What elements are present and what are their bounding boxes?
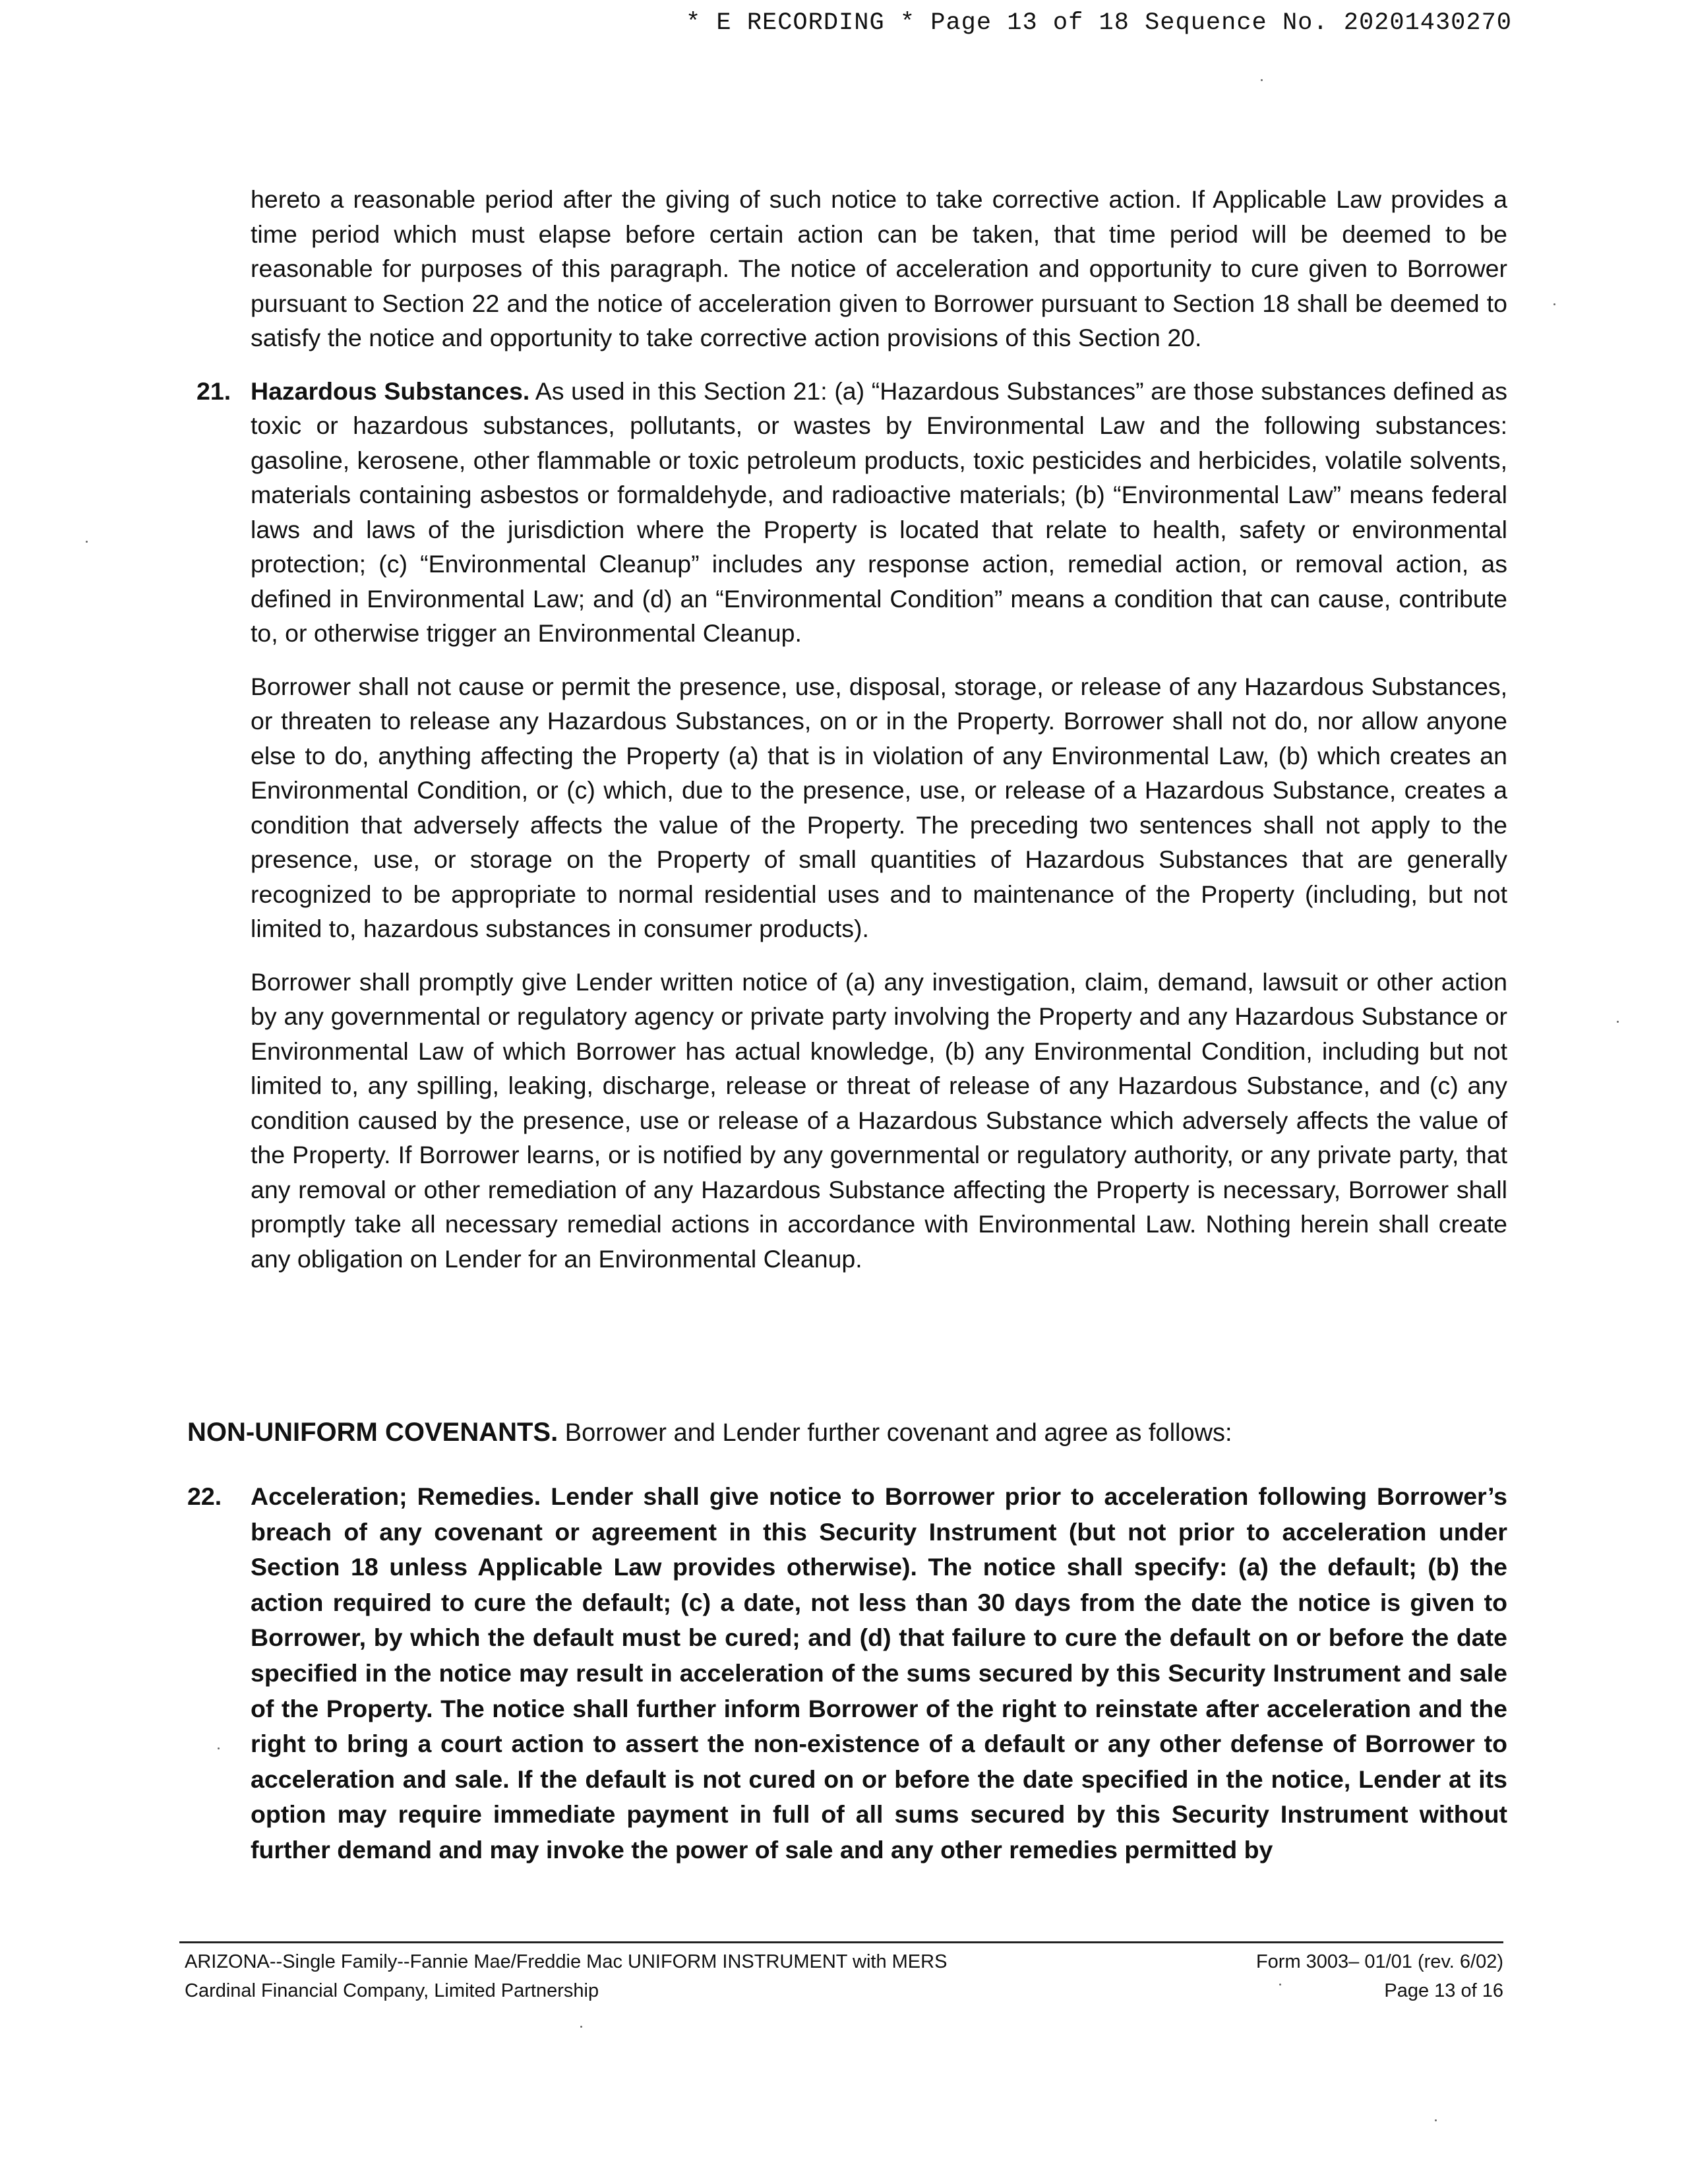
section-21-paragraph-1-text: As used in this Section 21: (a) “Hazardous Substances” are those substances defined as toxic or hazardous substances, pollutants, or wastes by Environmental Law and the following substances: gasoline, kerosene, other flammable or toxic petroleum products, toxic pesticides and herbicides, volatile solvents, materials containing asbestos or formaldehyde, and radioactive materials; (b) “Environmental Law” means federal laws and laws of the jurisdiction where the Property is located that relate to health, safety or environmental protection; (c) “Environmental Cleanup” includes any response action, remedial action, or removal action, as defined in Environmental Law; and (d) an “Environmental Condition” means a condition that can cause, contribute to, or otherwise trigger an Environmental Cleanup. [251,377,1507,647]
footer-rule [179,1941,1503,1943]
section-21-heading: Hazardous Substances. [251,377,530,405]
footer-page-number: Page 13 of 16 [1384,1980,1503,2001]
scan-speck [580,2026,582,2028]
scan-speck [86,541,88,543]
scan-speck [218,1747,220,1749]
section-22-text: Lender shall give notice to Borrower prior to acceleration following Borrower’s breach of any covenant or agreement in this Security Instrument (but not prior to acceleration under Section 18 unless Applicable Law provides otherwise). The notice shall specify: (a) the default; (b) the action required to cure the default; (c) a date, not less than 30 days from the date the notice is given to Borrower, by which the default must be cured; and (d) that failure to cure the default on or before the date specified in the notice may result in acceleration of the sums secured by this Security Instrument and sale of the Property. The notice shall further inform Borrower of the right to reinstate after acceleration and the right to bring a court action to assert the non-existence of a default or any other defense of Borrower to acceleration and sale. If the default is not cured on or before the date specified in the notice, Lender at its option may require immediate payment in full of all sums secured by this Security Instrument without further demand and may invoke the power of sale and any other remedies permitted by [251,1482,1508,1864]
footer-right [1256,1947,1503,2005]
scan-speck [1617,1021,1619,1023]
footer-left [185,1947,947,2005]
footer-form-title: ARIZONA--Single Family--Fannie Mae/Freddie Mac UNIFORM INSTRUMENT with MERS [185,1951,948,1972]
section-21-paragraph-2: Borrower shall not cause or permit the presence, use, disposal, storage, or release of any Hazardous Substances, or threaten to release any Hazardous Substances, on or in the Property. Borrower shall not do, nor allow anyone else to do, anything affecting the Property (a) that is in violation of any Environmental Law, (b) which creates an Environmental Condition, or (c) which, due to the presence, use, or release of a Hazardous Substance, creates a condition that adversely affects the value of the Property. The preceding two sentences shall not apply to the presence, use, or storage on the Property of small quantities of Hazardous Substances that are generally recognized to be appropriate to normal residential uses and to maintenance of the Property (including, but not limited to, hazardous substances in consumer products). [251,672,1507,942]
section-20-continuation: hereto a reasonable period after the giving of such notice to take corrective action. If Applicable Law provides a time period which must elapse before certain action can be taken, that time period will be deemed to be reasonable for purposes of this paragraph. The notice of acceleration and opportunity to cure given to Borrower pursuant to Section 22 and the notice of acceleration given to Borrower pursuant to Section 18 shall be deemed to satisfy the notice and opportunity to take corrective action provisions of this Section 20. [251,185,1507,351]
section-21-paragraph-3: Borrower shall promptly give Lender written notice of (a) any investigation, claim, demand, lawsuit or other action by any governmental or regulatory agency or private party involving the Property and any Hazardous Substance or Environmental Law of which Borrower has actual knowledge, (b) any Environmental Condition, including but not limited to, any spilling, leaking, discharge, release or threat of release of any Hazardous Substance, and (c) any condition caused by the presence, use or release of a Hazardous Substance which adversely affects the value of the Property. If Borrower learns, or is notified by any governmental or regulatory authority, or any private party, that any removal or other remediation of any Hazardous Substance affecting the Property is necessary, Borrower shall promptly take all necessary remedial actions in accordance with Environmental Law. Nothing herein shall create any obligation on Lender for an Environmental Cleanup. [251,967,1507,1273]
recording-header: * E RECORDING * Page 13 of 18 Sequence No. 20201430270 [686,9,1512,37]
section-22 [187,1479,1508,1868]
scan-speck [1435,2119,1437,2121]
section-21 [196,374,1507,1277]
scan-speck [1279,1984,1281,1986]
section-21-paragraph-1 [251,374,1507,651]
scan-speck [1261,79,1263,81]
section-22-heading: Acceleration; Remedies. [251,1482,541,1510]
section-22-paragraph [251,1479,1507,1868]
footer-lender-name: Cardinal Financial Company, Limited Partnership [185,1980,599,2001]
section-21-number: 21. [196,377,231,405]
footer-form-number: Form 3003– 01/01 (rev. 6/02) [1255,1951,1503,1972]
non-uniform-text: Borrower and Lender further covenant and agree as follows: [564,1419,1232,1447]
non-uniform-covenants [187,1415,1506,1450]
section-22-number: 22. [187,1482,222,1510]
scan-speck [1553,303,1555,305]
document-body [196,182,1507,1294]
non-uniform-heading: NON-UNIFORM COVENANTS. [187,1418,558,1447]
